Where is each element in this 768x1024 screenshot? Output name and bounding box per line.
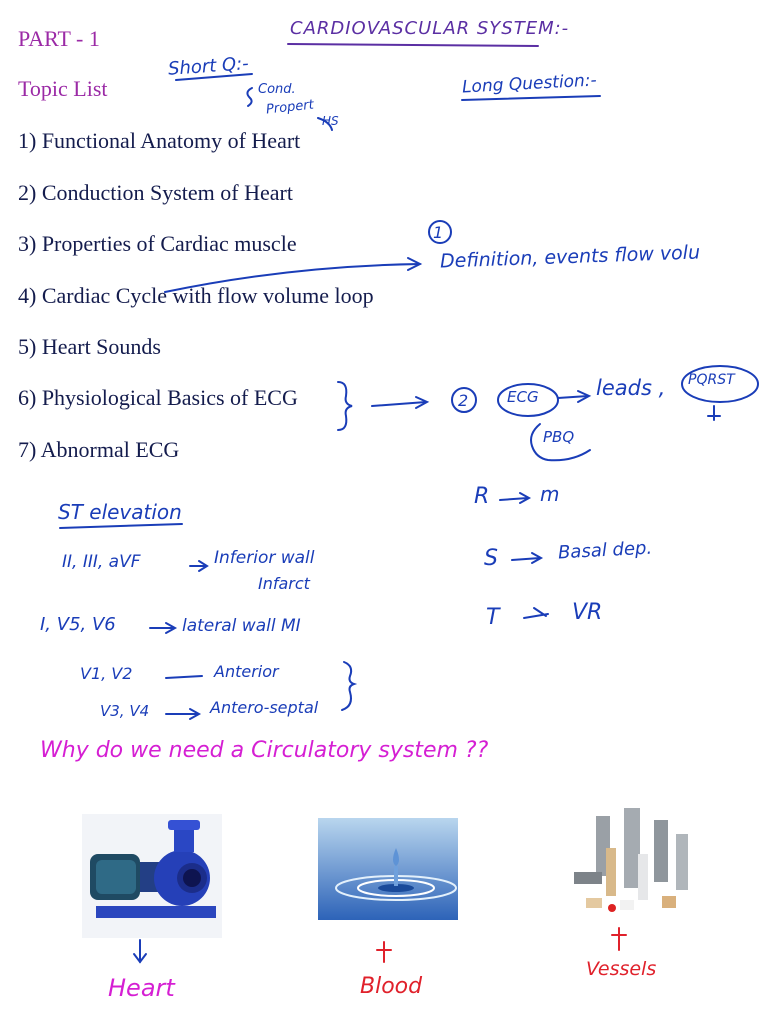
short-q-line: Cond. bbox=[258, 82, 296, 97]
handwritten-title: CARDIOVASCULAR SYSTEM:- bbox=[290, 18, 570, 39]
st-underline bbox=[60, 524, 182, 528]
q1-number: 1 bbox=[433, 223, 444, 242]
q1-arrowhead bbox=[408, 258, 420, 270]
topic-item: 6) Physiological Basics of ECG bbox=[18, 385, 298, 410]
part-label: PART - 1 bbox=[18, 26, 100, 51]
wave-meaning: m bbox=[540, 482, 560, 506]
analogy-label: Heart bbox=[108, 974, 175, 1002]
wave-letter: R bbox=[474, 484, 490, 509]
topic-item: 4) Cardiac Cycle with flow volume loop bbox=[18, 283, 374, 308]
r-arrow bbox=[500, 493, 529, 503]
q2-arrow bbox=[372, 402, 426, 406]
st-site: Inferior wall bbox=[214, 548, 315, 568]
pipes-photo bbox=[566, 802, 702, 922]
st-leads: II, III, aVF bbox=[62, 552, 141, 572]
short-q-line: HS bbox=[322, 114, 339, 128]
long-q-underline bbox=[462, 96, 600, 100]
st-arrow-3 bbox=[166, 676, 202, 678]
ecg-brace bbox=[338, 382, 352, 430]
st-site: lateral wall MI bbox=[182, 616, 301, 636]
q2-leads: leads , bbox=[596, 376, 666, 400]
topic-item: 3) Properties of Cardiac muscle bbox=[18, 231, 297, 256]
wave-meaning: Basal dep. bbox=[557, 537, 653, 564]
topic-list-heading: Topic List bbox=[18, 76, 108, 101]
st-elevation-heading: ST elevation bbox=[58, 500, 182, 524]
pump-photo bbox=[82, 814, 222, 938]
st-site: Anterior bbox=[214, 662, 279, 681]
long-q-label: Long Question:- bbox=[461, 70, 598, 98]
q1-text: Definition, events flow volu bbox=[439, 241, 701, 273]
st-site: Antero-septal bbox=[210, 698, 319, 717]
ecg-arrow bbox=[558, 396, 588, 398]
topic-item: 1) Functional Anatomy of Heart bbox=[18, 128, 301, 153]
st-leads: V3, V4 bbox=[100, 702, 150, 720]
topic-item: 7) Abnormal ECG bbox=[18, 437, 180, 462]
ecg-arrowhead bbox=[578, 391, 589, 402]
title-underline bbox=[288, 44, 538, 46]
water-drop-photo bbox=[318, 818, 458, 920]
st-arrow-1 bbox=[190, 561, 207, 571]
q2-pbq: PBQ bbox=[543, 428, 575, 446]
s-arrow bbox=[512, 553, 541, 563]
q2-ecg: ECG bbox=[507, 388, 539, 406]
wave-letter: S bbox=[484, 546, 498, 571]
topic-item: 5) Heart Sounds bbox=[18, 334, 161, 359]
st-arrow-2 bbox=[150, 623, 175, 633]
wave-letter: T bbox=[486, 605, 500, 630]
anterior-brace bbox=[342, 662, 354, 710]
q2-number: 2 bbox=[458, 391, 469, 410]
analogy-label: Blood bbox=[360, 974, 423, 999]
st-site: Infarct bbox=[258, 574, 310, 593]
q2-pqrst: PQRST bbox=[688, 372, 735, 388]
topic-item: 2) Conduction System of Heart bbox=[18, 180, 293, 205]
wave-meaning: VR bbox=[572, 600, 603, 625]
t-arrow bbox=[524, 608, 548, 618]
analogy-label: Vessels bbox=[586, 958, 657, 980]
st-leads: I, V5, V6 bbox=[40, 614, 116, 635]
short-q-brace bbox=[247, 88, 252, 106]
st-leads: V1, V2 bbox=[80, 664, 133, 683]
st-arrow-4 bbox=[166, 709, 199, 719]
q2-arrowhead bbox=[416, 397, 427, 408]
short-q-line: Propert bbox=[265, 97, 315, 118]
circulatory-question: Why do we need a Circulatory system ?? bbox=[40, 738, 489, 763]
short-q-label: Short Q:- bbox=[167, 53, 250, 80]
